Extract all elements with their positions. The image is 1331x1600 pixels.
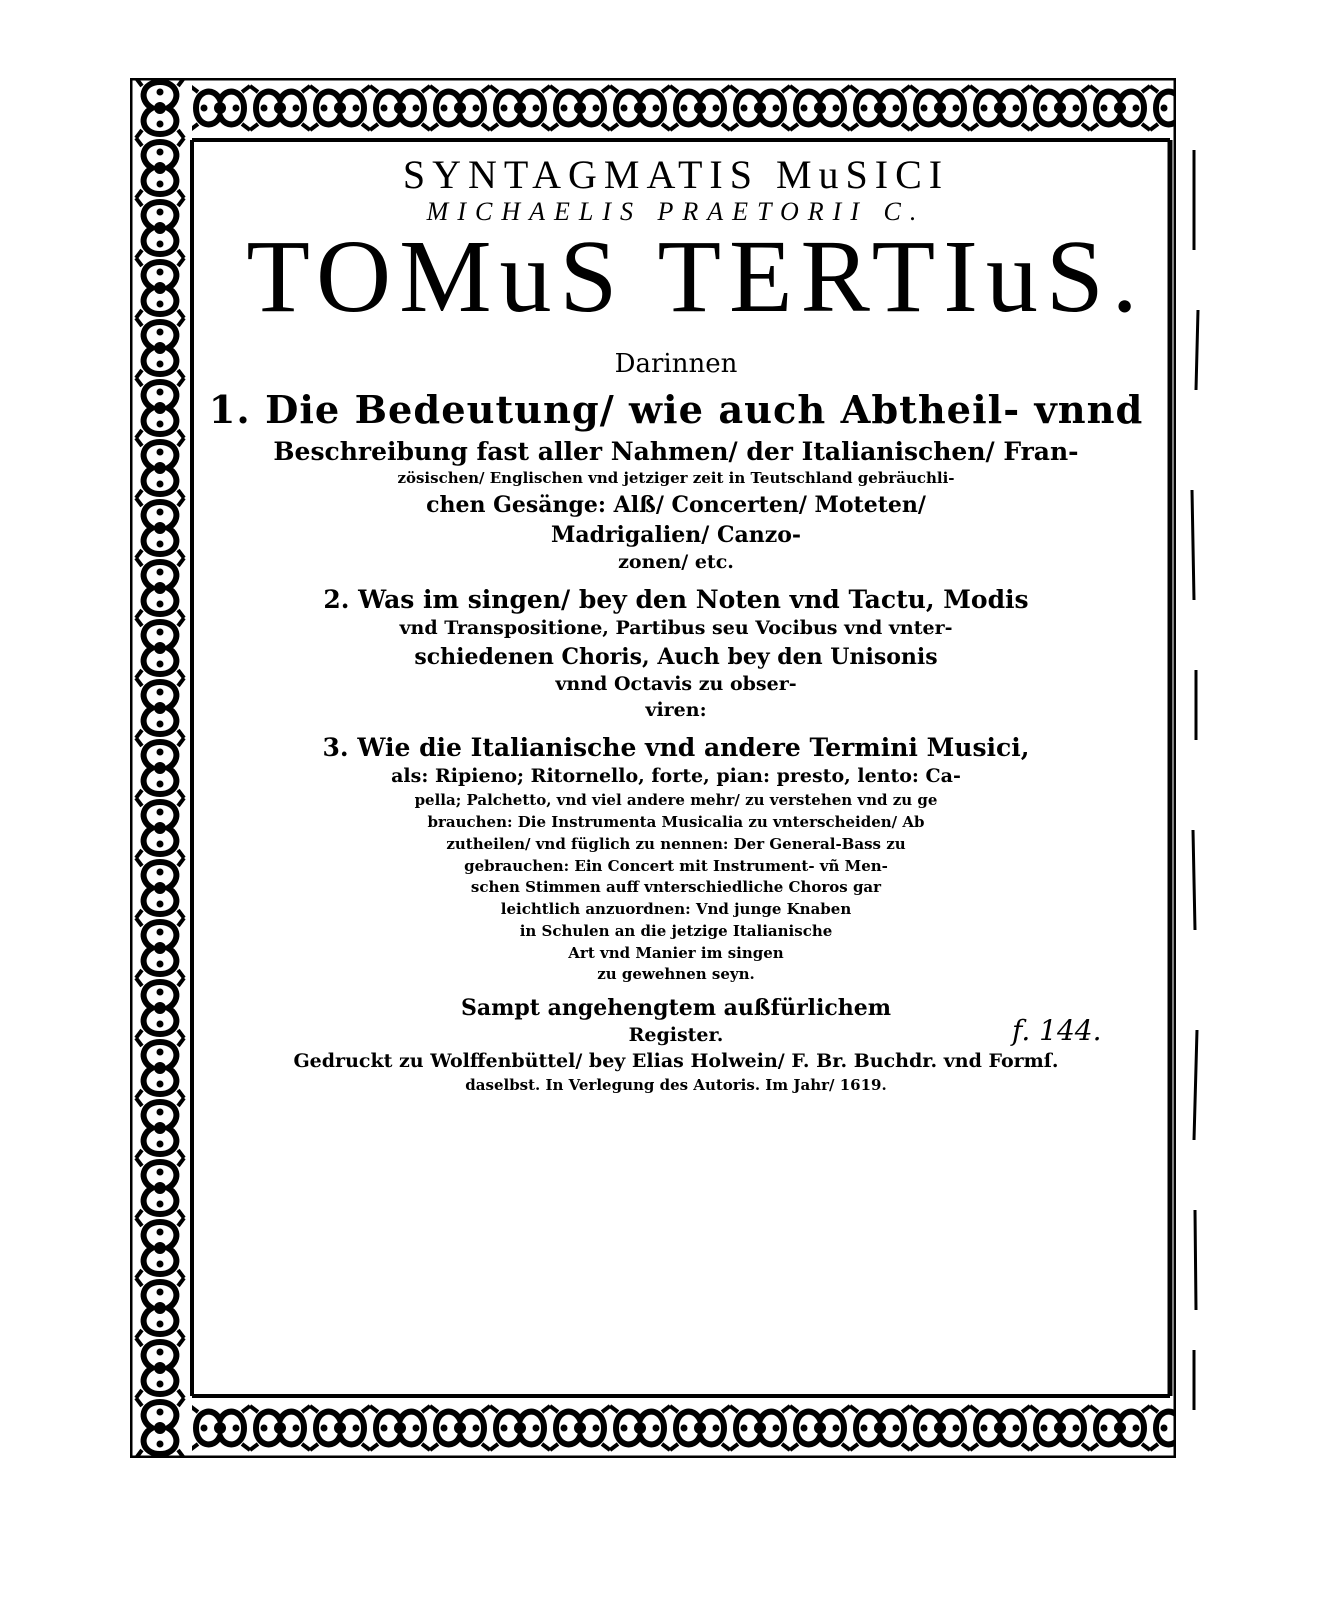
section3-line: in Schulen an die jetzige Italianische bbox=[519, 921, 833, 940]
border-top bbox=[130, 78, 1176, 140]
section3-line: zu gewehnen seyn. bbox=[597, 965, 755, 984]
closing-line: Sampt angehengtem außfürlichem bbox=[460, 995, 892, 1022]
section1-line: 1. Die Bedeutung/ wie auch Abtheil- vnnd bbox=[208, 387, 1144, 433]
imprint-line: Gedruckt zu Wolffenbüttel/ bey Elias Holwein/ F. Br. Buchdr. vnd Formſ. bbox=[293, 1050, 1059, 1073]
title-text-block bbox=[200, 148, 1152, 1388]
author-name: MICHAELIS PRAETORII C. bbox=[426, 197, 926, 226]
imprint-line: daselbst. In Verlegung des Autoris. Im Jahr/ 1619. bbox=[465, 1076, 887, 1095]
section3-line: 3. Wie die Italianische vnd andere Termini Musici, bbox=[322, 733, 1030, 763]
section3-line: leichtlich anzuordnen: Vnd junge Knaben bbox=[500, 900, 852, 919]
section1-line: zonen/ etc. bbox=[618, 551, 734, 574]
section2-line: schiedenen Choris, Auch bey den Unisonis bbox=[414, 644, 938, 671]
border-left bbox=[130, 78, 192, 1458]
section2-line: viren: bbox=[645, 699, 707, 722]
section3-line: gebrauchen: Ein Concert mit Instrument- vñ Men- bbox=[464, 856, 888, 875]
page-edge-marks bbox=[1186, 130, 1208, 1430]
closing-line: Register. bbox=[628, 1024, 724, 1047]
volume-title: TOMuS TERTIuS. bbox=[246, 219, 1146, 335]
series-title: SYNTAGMATIS MuSICI bbox=[402, 152, 950, 197]
handwritten-margin-note: f. 144. bbox=[1012, 1014, 1102, 1047]
section1-line: Madrigalien/ Canzo- bbox=[550, 521, 802, 548]
section3-line: brauchen: Die Instrumenta Musicalia zu vnterscheiden/ Ab bbox=[427, 813, 925, 832]
section3-line: Art vnd Manier im singen bbox=[568, 943, 784, 962]
section3-line: pella; Palchetto, vnd viel andere mehr/ zu verstehen vnd zu ge bbox=[414, 791, 938, 810]
section3-line: schen Stimmen auff vnterschiedliche Choros gar bbox=[470, 878, 882, 897]
section1-line: chen Gesänge: Alß/ Concerten/ Moteten/ bbox=[426, 491, 926, 518]
section2-line: vnd Transpositione, Partibus seu Vocibus vnd vnter- bbox=[399, 617, 953, 640]
section2-line: 2. Was im singen/ bey den Noten vnd Tactu, Modis bbox=[323, 584, 1029, 614]
section1-line: zösischen/ Englischen vnd jetziger zeit in Teutschland gebräuchli- bbox=[397, 469, 955, 488]
section1-line: Beschreibung fast aller Nahmen/ der Italianischen/ Fran- bbox=[273, 436, 1079, 466]
section2-line: vnnd Octavis zu obser- bbox=[555, 673, 797, 696]
section3-line: zutheilen/ vnd füglich zu nennen: Der General-Bass zu bbox=[446, 834, 906, 853]
section3-line: als: Ripieno; Ritornello, forte, pian: presto, lento: Ca- bbox=[391, 765, 961, 788]
border-bottom bbox=[130, 1396, 1176, 1458]
darinnen-heading: Darinnen bbox=[614, 349, 738, 380]
